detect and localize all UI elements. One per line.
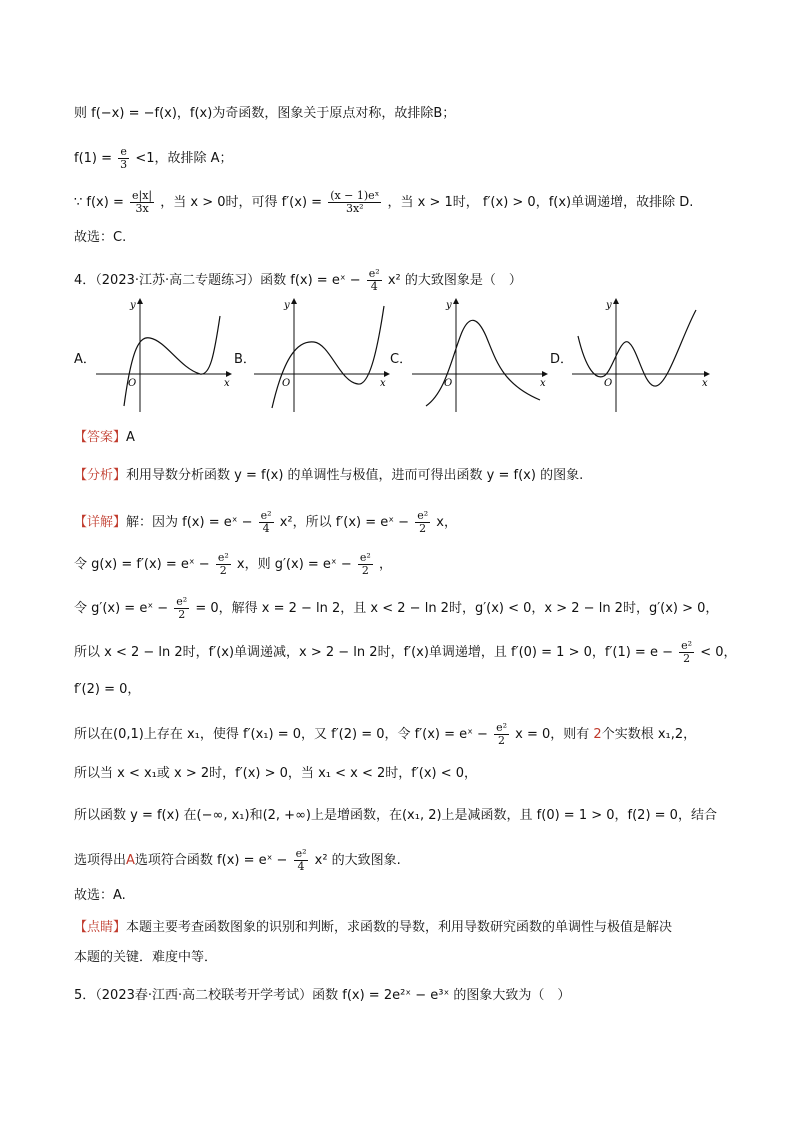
origin-label: O bbox=[282, 378, 291, 389]
option-a-label: A． bbox=[74, 352, 96, 367]
fraction bbox=[415, 510, 430, 535]
fraction-numerator: e² bbox=[368, 267, 380, 280]
answer-value: A bbox=[126, 430, 135, 445]
solution-line-1 bbox=[74, 104, 455, 124]
fraction-denominator: 2 bbox=[419, 522, 427, 535]
option-c-graph bbox=[412, 296, 550, 414]
solution-line-4 bbox=[74, 228, 126, 248]
fraction-numerator: (x − 1)eˣ bbox=[330, 189, 380, 202]
fraction bbox=[174, 596, 189, 621]
text-segment: 本题的关键．难度中等． bbox=[74, 950, 218, 965]
text-segment: 本题主要考查函数图象的识别和判断，求函数的导数，利用导数研究函数的单调性与极值是解决 bbox=[126, 920, 673, 935]
solution-line-2 bbox=[74, 146, 233, 171]
fraction-numerator: e² bbox=[176, 595, 188, 608]
text-segment: 令 g(x) = f′(x) = eˣ − bbox=[74, 557, 210, 572]
y-label: y bbox=[446, 300, 452, 311]
text-segment: <1，故排除 A； bbox=[135, 151, 233, 166]
y-label: y bbox=[284, 300, 290, 311]
detail-line-1 bbox=[74, 510, 457, 535]
fraction-denominator: 2 bbox=[361, 564, 369, 577]
detail-line-5 bbox=[74, 680, 140, 700]
fraction-numerator: e² bbox=[496, 721, 508, 734]
x-label: x bbox=[702, 378, 708, 389]
option-b-graph bbox=[254, 296, 392, 414]
detail-tag: 【详解】 bbox=[74, 515, 127, 530]
fraction-denominator: 2 bbox=[178, 608, 186, 621]
detail-line-9 bbox=[74, 848, 401, 873]
text-segment: 所以函数 y = f(x) 在(−∞, x₁)和(2, +∞)上是增函数，在(x₁, 2)上是减函数，且 f(0) = 1 > 0，f(2) = 0，结合 bbox=[74, 808, 717, 823]
option-c-label: C． bbox=[390, 352, 413, 367]
fraction bbox=[679, 640, 694, 665]
fraction bbox=[494, 722, 509, 747]
fraction-denominator: 2 bbox=[219, 564, 227, 577]
text-segment: 令 g′(x) = eˣ − bbox=[74, 601, 169, 616]
fraction-numerator: e² bbox=[417, 509, 429, 522]
text-segment: ， bbox=[378, 557, 392, 572]
y-axis-arrow bbox=[453, 298, 459, 304]
detail-line-8 bbox=[74, 806, 717, 826]
text-segment: = 0，解得 x = 2 − ln 2，且 x < 2 − ln 2时，g′(x) < 0，x > 2 − ln 2时，g′(x) > 0， bbox=[195, 601, 719, 616]
fraction bbox=[118, 146, 129, 171]
fraction-numerator: e² bbox=[295, 847, 307, 860]
text-segment: x = 0，则有 bbox=[515, 727, 590, 742]
x-axis-arrow bbox=[704, 371, 710, 377]
curve bbox=[578, 310, 696, 386]
x-label: x bbox=[380, 378, 386, 389]
question-5-stem bbox=[74, 986, 570, 1006]
comment-line-1 bbox=[74, 918, 672, 938]
fraction-numerator: e|x| bbox=[131, 189, 153, 202]
y-label: y bbox=[606, 300, 612, 311]
fraction-numerator: e² bbox=[260, 509, 272, 522]
text-segment: 所以 x < 2 − ln 2时，f′(x)单调递减，x > 2 − ln 2时，f′(x)单调递增，且 f′(0) = 1 > 0，f′(1) = e − bbox=[74, 645, 673, 660]
analysis-line bbox=[74, 466, 583, 486]
fraction bbox=[367, 268, 382, 293]
analysis-text: 利用导数分析函数 y = f(x) 的单调性与极值，进而可得出函数 y = f(x) 的图象. bbox=[126, 468, 584, 483]
fraction-denominator: 4 bbox=[262, 522, 270, 535]
x-axis-arrow bbox=[542, 371, 548, 377]
answer-tag: 【答案】 bbox=[74, 430, 127, 445]
detail-line-6 bbox=[74, 722, 696, 747]
detail-line-4 bbox=[74, 640, 736, 665]
text-segment: x，则 g′(x) = eˣ − bbox=[236, 557, 352, 572]
curve bbox=[426, 320, 540, 406]
text-segment: x² 的大致图象是（ ） bbox=[387, 273, 522, 288]
y-axis-arrow bbox=[291, 298, 297, 304]
solution-line-3 bbox=[74, 190, 693, 215]
text-segment: ∵ f(x) = bbox=[74, 195, 124, 210]
text-segment: 所以当 x < x₁或 x > 2时，f′(x) > 0，当 x₁ < x < 2时，f′(x) < 0， bbox=[74, 766, 478, 781]
fraction-numerator: e² bbox=[681, 639, 693, 652]
x-axis-arrow bbox=[226, 371, 232, 377]
curve bbox=[272, 306, 384, 408]
detail-line-7 bbox=[74, 764, 477, 784]
x-axis-arrow bbox=[384, 371, 390, 377]
fraction-numerator: e² bbox=[217, 551, 229, 564]
detail-line-10 bbox=[74, 886, 126, 906]
x-label: x bbox=[540, 378, 546, 389]
fraction-denominator: 3x² bbox=[345, 202, 364, 215]
text-segment: 则 f(−x) = −f(x)，f(x)为奇函数，图象关于原点对称，故排除B； bbox=[74, 106, 456, 121]
text-segment: 选项符合函数 f(x) = eˣ − bbox=[134, 853, 288, 868]
comment-line-2 bbox=[74, 948, 217, 968]
answer-line bbox=[74, 428, 135, 448]
text-segment: x， bbox=[436, 515, 457, 530]
comment-tag: 【点睛】 bbox=[74, 920, 127, 935]
text-segment: < 0， bbox=[700, 645, 737, 660]
question-4-stem bbox=[74, 268, 522, 293]
fraction-numerator: e² bbox=[359, 551, 371, 564]
fraction bbox=[328, 190, 381, 215]
fraction bbox=[259, 510, 274, 535]
fraction bbox=[294, 848, 309, 873]
curve bbox=[124, 316, 220, 406]
text-segment: 5．（2023春·江西·高二校联考开学考试）函数 f(x) = 2e²ˣ − e³ˣ 的图象大致为（ ） bbox=[74, 988, 571, 1003]
y-axis-arrow bbox=[137, 298, 143, 304]
option-d-graph bbox=[572, 296, 712, 414]
origin-label: O bbox=[444, 378, 453, 389]
text-segment: ，当 x > 1时， bbox=[387, 195, 479, 210]
text-segment: 4．（2023·江苏·高二专题练习）函数 f(x) = eˣ − bbox=[74, 273, 361, 288]
text-segment: 解：因为 f(x) = eˣ − bbox=[126, 515, 253, 530]
option-a-graph bbox=[96, 296, 234, 414]
text-segment: 选项得出 bbox=[74, 853, 127, 868]
text-segment: 个实数根 x₁,2， bbox=[601, 727, 697, 742]
detail-line-2 bbox=[74, 552, 392, 577]
detail-line-3 bbox=[74, 596, 718, 621]
text-segment: ，当 x > 0时，可得 f′(x) = bbox=[160, 195, 323, 210]
x-label: x bbox=[224, 378, 230, 389]
fraction-denominator: 3x bbox=[135, 202, 149, 215]
y-axis-arrow bbox=[613, 298, 619, 304]
option-b-label: B． bbox=[234, 352, 256, 367]
fraction-denominator: 4 bbox=[297, 860, 305, 873]
fraction-numerator: e bbox=[118, 146, 129, 159]
origin-label: O bbox=[128, 378, 137, 389]
option-graphs bbox=[74, 296, 724, 416]
analysis-tag: 【分析】 bbox=[74, 468, 127, 483]
text-segment: f′(2) = 0， bbox=[74, 682, 141, 697]
fraction bbox=[130, 190, 154, 215]
origin-label: O bbox=[604, 378, 613, 389]
text-segment: f′(x) > 0，f(x)单调递增，故排除 D. bbox=[482, 195, 694, 210]
text-segment: 所以在(0,1)上存在 x₁，使得 f′(x₁) = 0，又 f′(2) = 0，令 f′(x) = eˣ − bbox=[74, 727, 488, 742]
text-segment: 故选：A. bbox=[74, 888, 126, 903]
fraction-denominator: 3 bbox=[120, 158, 128, 171]
text-segment: x²，所以 f′(x) = eˣ − bbox=[279, 515, 410, 530]
fraction bbox=[358, 552, 373, 577]
text-segment: f(1) = bbox=[74, 151, 113, 166]
fraction-denominator: 2 bbox=[498, 734, 506, 747]
highlight-number: 2 bbox=[593, 727, 602, 742]
option-d-label: D． bbox=[550, 352, 574, 367]
text-segment: 故选：C. bbox=[74, 230, 127, 245]
highlight-letter: A bbox=[126, 853, 135, 868]
fraction-denominator: 4 bbox=[370, 280, 378, 293]
text-segment: x² 的大致图象. bbox=[314, 853, 401, 868]
y-label: y bbox=[130, 300, 136, 311]
fraction bbox=[216, 552, 231, 577]
fraction-denominator: 2 bbox=[683, 652, 691, 665]
